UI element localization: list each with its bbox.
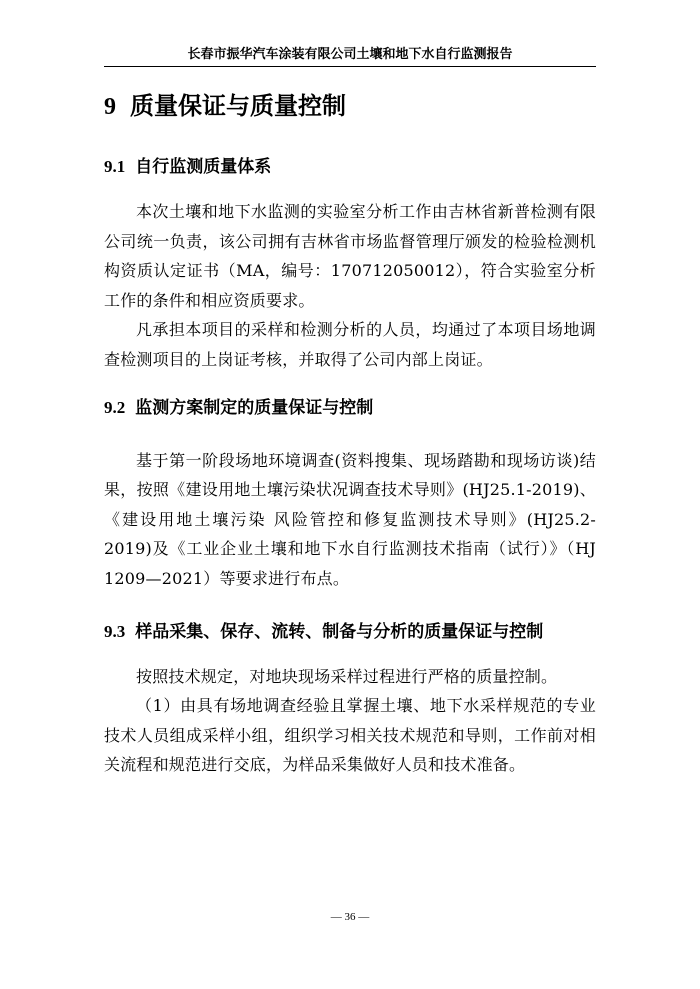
section-number: 9.1 [104, 157, 126, 176]
section-number: 9.3 [104, 621, 126, 641]
paragraph: 按照技术规定，对地块现场采样过程进行严格的质量控制。 [136, 666, 558, 686]
section-heading-9-3 [104, 618, 596, 646]
section-body-9-1 [104, 197, 596, 375]
section-title: 样品采集、保存、流转、制备与分析的质量保证与控制 [135, 621, 544, 642]
page-content [104, 86, 596, 780]
chapter-title: 质量保证与质量控制 [130, 92, 346, 120]
section-title: 自行监测质量体系 [135, 157, 272, 177]
paragraph: （1）由具有场地调查经验且掌握土壤、地下水采样规范的专业技术人员组成采样小组，组织学习相关技术规范和导则，工作前对相关流程和规范进行交底，为样品采集做好人员和技术准备。 [104, 696, 596, 775]
section-heading-9-2 [104, 394, 596, 422]
paragraph: 凡承担本项目的采样和检测分析的人员，均通过了本项目场地调查检测项目的上岗证考核，并取得了公司内部上岗证。 [104, 320, 596, 369]
section-body-9-2 [104, 446, 596, 594]
chapter-heading [104, 86, 596, 127]
chapter-number: 9 [104, 94, 116, 120]
section-heading-9-1 [104, 153, 596, 181]
section-number: 9.2 [104, 397, 126, 417]
section-body-9-3 [104, 662, 596, 780]
paragraph: 基于第一阶段场地环境调查(资料搜集、现场踏勘和现场访谈)结果，按照《建设用地土壤污染状况调查技术导则》(HJ25.1-2019)、《建设用地土壤污染 风险管控和修复监测技术导则》(HJ25.2-2019)及《工业企业土壤和地下水自行监测技术指南（试行）》（HJ 1209—2021）等要求进行布点。 [104, 450, 596, 588]
page-header: 长春市振华汽车涂装有限公司土壤和地下水自行监测报告 [104, 44, 596, 67]
page-number: — 36 — [330, 911, 370, 923]
paragraph: 本次土壤和地下水监测的实验室分析工作由吉林省新普检测有限公司统一负责，该公司拥有吉林省市场监督管理厅颁发的检验检测机构资质认定证书（MA，编号：170712050012），符合实验室分析工作的条件和相应资质要求。 [104, 202, 596, 310]
section-title: 监测方案制定的质量保证与控制 [135, 397, 374, 418]
